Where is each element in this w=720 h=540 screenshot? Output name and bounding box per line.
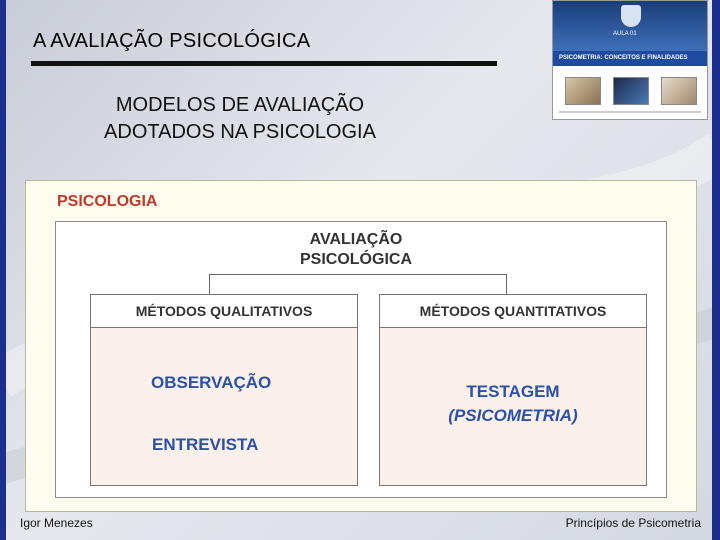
slide-title: A AVALIAÇÃO PSICOLÓGICA [33,30,311,52]
thumbnail-photo-documents-icon [565,77,601,105]
university-crest-icon [621,5,641,27]
qualitative-methods-box [90,294,358,486]
course-thumbnail [552,0,708,120]
title-underline [31,61,497,66]
quantitative-methods-box [379,294,647,486]
avaliacao-node [271,230,441,270]
psicologia-label: PSICOLOGIA [57,193,158,210]
avaliacao-line: AVALIAÇÃO [309,231,403,248]
thumbnail-aula: AULA 01 [613,31,637,37]
diagram-panel [25,180,697,512]
footer-course: Princípios de Psicometria [565,516,701,530]
slide-subtitle [60,92,420,146]
thumbnail-footer-line [559,111,701,113]
qualitative-methods-header: MÉTODOS QUALITATIVOS [91,295,357,328]
testagem-item [380,380,646,428]
testagem-line: (PSICOMETRIA) [448,406,578,425]
tree-connector [209,274,507,295]
observacao-item: OBSERVAÇÃO [151,373,272,392]
left-edge-bar [0,0,6,540]
thumbnail-photo-handshake-icon [661,77,697,105]
quantitative-methods-header: MÉTODOS QUANTITATIVOS [380,295,646,328]
right-edge-bar [712,0,720,540]
thumbnail-photo-brain-icon [613,77,649,105]
thumbnail-band-text: PSICOMETRIA: CONCEITOS E FINALIDADES [559,55,688,61]
subtitle-line: MODELOS DE AVALIAÇÃO [115,94,365,116]
diagram-inner-box [55,221,667,498]
entrevista-item: ENTREVISTA [152,435,259,454]
avaliacao-line: PSICOLÓGICA [299,251,412,268]
footer-author: Igor Menezes [20,516,93,530]
subtitle-line: ADOTADOS NA PSICOLOGIA [104,121,376,143]
testagem-line: TESTAGEM [466,382,560,401]
